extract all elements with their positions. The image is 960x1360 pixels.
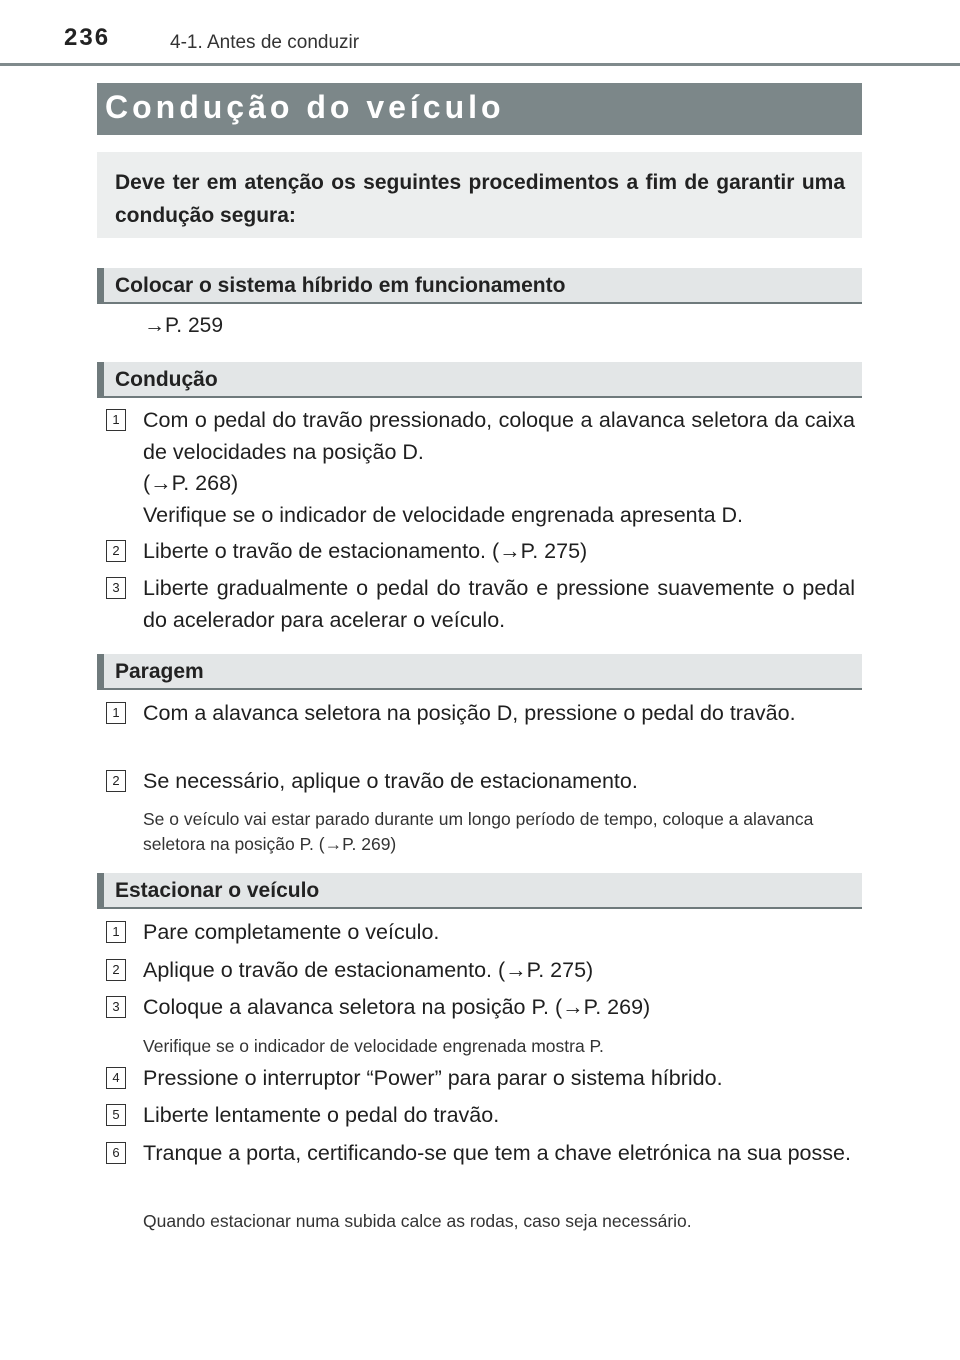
section-label: Condução: [115, 368, 218, 391]
step-number-badge: 2: [106, 959, 126, 981]
note-stopping: Se o veículo vai estar parado durante um longo período de tempo, coloque a alavanca seletora na posição P. (→P. 269): [143, 809, 814, 854]
note-parking-indicator: Verifique se o indicador de velocidade engrenada mostra P.: [143, 1036, 604, 1056]
step-text: Liberte o travão de estacionamento. (→P. 275): [143, 539, 588, 563]
step-text-line: (→P. 268): [143, 471, 239, 495]
section-heading-driving: [97, 362, 862, 398]
intro-text: Deve ter em atenção os seguintes procedimentos a fim de garantir uma condução segura:: [115, 171, 845, 227]
section-accent: [97, 654, 104, 688]
step-text-line: Verifique se o indicador de velocidade engrenada apresenta D.: [143, 502, 744, 527]
page-header: [0, 0, 960, 66]
step-number-badge: 1: [106, 409, 126, 431]
step-text: [143, 405, 855, 531]
step-number-badge: 1: [106, 702, 126, 724]
step-number-badge: 3: [106, 996, 126, 1018]
chapter-title: 4-1. Antes de conduzir: [170, 32, 360, 53]
step-text: Pare completamente o veículo.: [143, 920, 440, 944]
page-title: Condução do veículo: [105, 89, 505, 125]
step-number-badge: 6: [106, 1142, 126, 1164]
step-text: Aplique o travão de estacionamento. (→P. 275): [143, 958, 594, 982]
section-label: Colocar o sistema híbrido em funcionamento: [115, 274, 566, 297]
note-parking-hill: Quando estacionar numa subida calce as rodas, caso seja necessário.: [143, 1211, 692, 1231]
section-label: Paragem: [115, 660, 204, 683]
section-accent: [97, 268, 104, 302]
step-text: Tranque a porta, certificando-se que tem a chave eletrónica na sua posse.: [143, 1141, 851, 1165]
step-text: Liberte gradualmente o pedal do travão e pressione suavemente o pedal do acelerador para acelerar o veículo.: [143, 576, 855, 632]
page-number: 236: [64, 24, 111, 51]
step-number-badge: 5: [106, 1104, 126, 1126]
step-text: Coloque a alavanca seletora na posição P. (→P. 269): [143, 995, 651, 1019]
step-text: Pressione o interruptor “Power” para parar o sistema híbrido.: [143, 1066, 723, 1090]
step-text: Liberte lentamente o pedal do travão.: [143, 1103, 500, 1127]
section-heading-stopping: [97, 654, 862, 690]
step-text-line: Com o pedal do travão pressionado, coloque a alavanca seletora da caixa de velocidades na posição D.: [143, 408, 855, 464]
step-number-badge: 1: [106, 921, 126, 943]
page-title-bar: [97, 83, 862, 135]
intro-box: [97, 152, 862, 238]
section-heading-parking: [97, 873, 862, 909]
section-label: Estacionar o veículo: [115, 879, 320, 902]
section-accent: [97, 362, 104, 396]
page-reference: →P. 259: [144, 314, 224, 337]
step-number-badge: 2: [106, 770, 126, 792]
step-text: Se necessário, aplique o travão de estacionamento.: [143, 769, 638, 793]
step-number-badge: 2: [106, 540, 126, 562]
section-accent: [97, 873, 104, 907]
step-number-badge: 3: [106, 577, 126, 599]
step-number-badge: 4: [106, 1067, 126, 1089]
step-text: Com a alavanca seletora na posição D, pressione o pedal do travão.: [143, 701, 796, 725]
header-divider: [0, 63, 960, 66]
section-heading-start: [97, 268, 862, 304]
